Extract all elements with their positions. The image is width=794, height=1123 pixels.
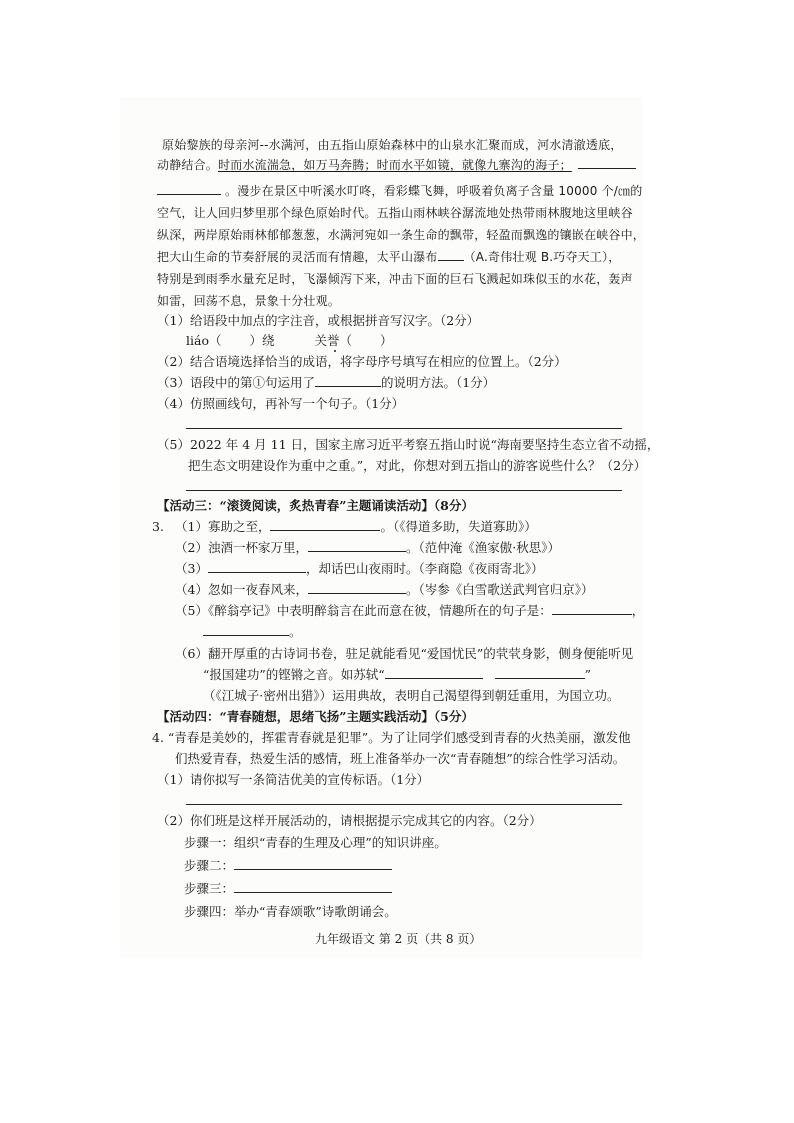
q3-sub5-text: （5）《醉翁亭记》中表明醉翁言在此而意在彼，情趣所在的句子是： xyxy=(175,603,552,618)
q2-sub1: （1）给语段中加点的字注音，或根据拼音写汉字。（2分） xyxy=(157,313,480,328)
step-one: 步骤一：组织“青春的生理及心理”的知识讲座。 xyxy=(184,835,447,850)
passage-line-3 xyxy=(157,182,642,200)
q3-sub6-line1: （6）翻开厚重的古诗词书卷，驻足就能看见“爱国忧民”的茕茕身影，侧身便能听见 xyxy=(175,646,634,661)
idiom-options: （A.奇伟壮观 B.巧夺天工）， xyxy=(463,250,621,264)
q3-sub6-quote: ” xyxy=(584,667,592,682)
q3-sub5-blank-1[interactable] xyxy=(552,602,632,615)
q3-sub1-source: 。（《得道多助，失道寡助》） xyxy=(380,519,537,534)
q3-sub6-line3: （《江城子·密州出猎》）运用典故，表明自己渴望得到朝廷重用，为国立功。 xyxy=(203,688,620,703)
q2-sub4: （4）仿照画线句，再补写一个句子。（1分） xyxy=(157,396,405,411)
passage-line-3-text: 。漫步在景区中听溪水叮咚，看彩蝶飞舞，呼吸着负离子含量 10000 个/㎝的 xyxy=(225,184,643,198)
passage-blank-2[interactable] xyxy=(157,182,221,195)
q3-number: 3. xyxy=(152,519,164,534)
passage-line-2-start: 动静结合。 xyxy=(157,158,219,172)
q3-sub3-text: ，却话巴山夜雨时。（李商隐《夜雨寄北》） xyxy=(305,561,544,576)
q2-sub1-answers xyxy=(186,332,393,350)
q3-sub5-blank-2[interactable] xyxy=(203,623,289,636)
q3-sub3-blank[interactable] xyxy=(208,560,306,573)
pinyin-liao: liáo（ xyxy=(186,333,222,348)
passage-underlined-sentence: 时而水流湍急，如万马奔腾；时而水平如镜，就像九寨沟的海子； xyxy=(218,158,572,172)
q3-sub5-period: 。 xyxy=(289,624,302,639)
method-blank[interactable] xyxy=(315,374,381,387)
q3-sub5-comma: ， xyxy=(631,603,645,618)
q2-sub3-end: 的说明方法。（1分） xyxy=(380,375,496,390)
page-footer: 九年级语文 第 2 页（共 8 页） xyxy=(315,932,482,946)
passage-line-6 xyxy=(157,248,620,266)
guan-yu: 关誉（ xyxy=(314,333,353,348)
close-paren: ） xyxy=(380,333,393,348)
q2-sub5-line2: 把生态文明建设作为重中之重。”，对此，你想对到五指山的游客说些什么？（2分） xyxy=(188,458,647,473)
q3-sub4 xyxy=(175,581,593,599)
q2-sub5-line1: （5）2022 年 4 月 11 日，国家主席习近平考察五指山时说“海南要坚持生态立省不动摇， xyxy=(157,437,660,452)
emphasis-dot xyxy=(334,350,336,352)
answer-line-sub5[interactable] xyxy=(186,490,622,491)
rao-char: ）绕 xyxy=(249,333,275,348)
q3-sub6-text: “报国建功”的铿锵之音。如苏轼“ xyxy=(203,667,385,682)
q3-sub1-text: （1）寡助之至， xyxy=(175,519,271,534)
passage-line-4: 空气，让人回归梦里那个绿色原始时代。五指山雨林峡谷潺流地处热带雨林腹地这里峡谷 xyxy=(157,206,633,220)
passage-line-1: 原始黎族的母亲河--水满河，由五指山原始森林中的山泉水汇聚而成，河水清澈透底， xyxy=(162,138,623,152)
q3-sub2-text: （2）浊酒一杯家万里， xyxy=(175,540,308,555)
q3-sub6-blank-2[interactable] xyxy=(495,666,585,679)
step-three xyxy=(184,880,392,898)
q3-sub6-line2 xyxy=(203,666,591,684)
step-three-label: 步骤三： xyxy=(184,881,235,896)
passage-blank-1[interactable] xyxy=(578,156,636,169)
step-two xyxy=(184,857,392,875)
q3-sub2-source: 。（范仲淹《渔家傲·秋思》） xyxy=(405,540,560,555)
q3-sub4-text: （4）忽如一夜春风来， xyxy=(175,582,308,597)
q3-sub1 xyxy=(175,518,537,536)
q4-sub2: （2）你们班是这样开展活动的，请根据提示完成其它的内容。（2分） xyxy=(157,813,542,828)
passage-line-6-text: 把大山生命的节奏舒展的灵活而有情趣，太平山瀑布 xyxy=(157,250,438,264)
q3-sub6-blank-1[interactable] xyxy=(385,666,483,679)
passage-line-8: 如雷，回荡不息，景象十分壮观。 xyxy=(157,294,341,308)
q3-sub4-source: 。（岑参《白雪歌送武判官归京》） xyxy=(405,582,594,597)
q3-sub1-blank[interactable] xyxy=(270,518,380,531)
step-four: 步骤四：举办“青春颂歌”诗歌朗诵会。 xyxy=(184,904,397,919)
passage-line-7: 特别是到雨季水量充足时，飞瀑倾泻下来，冲击下面的巨石飞溅起如珠似玉的水花，轰声 xyxy=(157,272,633,286)
q2-sub3 xyxy=(157,374,495,392)
q4-intro-line1: 4. “青春是美妙的，挥霍青春就是犯罪”。为了让同学们感受到青春的火热美丽，激发他 xyxy=(152,730,631,745)
step-two-label: 步骤二： xyxy=(184,858,235,873)
q2-sub2: （2）结合语境选择恰当的成语，将字母序号填写在相应的位置上。（2分） xyxy=(157,354,567,369)
step-three-blank[interactable] xyxy=(234,880,392,893)
q3-sub3-num: （3） xyxy=(175,561,208,576)
waterfall-blank[interactable] xyxy=(438,248,464,261)
q3-sub5-cont xyxy=(203,623,302,641)
q4-intro-line2: 们热爱青春，热爱生活的感情，班上准备举办一次“青春随想”的综合性学习活动。 xyxy=(175,751,626,766)
q3-sub2-blank[interactable] xyxy=(308,539,406,552)
activity3-title: 【活动三：“滚烫阅读，炙热青春”主题诵读活动】（8分） xyxy=(157,498,474,513)
q3-sub4-blank[interactable] xyxy=(308,581,406,594)
q3-sub3 xyxy=(175,560,543,578)
activity4-title: 【活动四：“青春随想，思绪飞扬”主题实践活动】（5分） xyxy=(157,709,474,724)
q2-sub3-start: （3）语段中的第①句运用了 xyxy=(157,375,315,390)
q3-sub5 xyxy=(175,602,644,620)
passage-line-2 xyxy=(157,156,636,174)
slogan-answer-line[interactable] xyxy=(186,804,622,805)
q3-sub2 xyxy=(175,539,560,557)
passage-line-5: 纵深，两岸原始雨林郁郁葱葱，水满河宛如一条生命的飘带，轻盈而飘逸的镶嵌在峡谷中， xyxy=(157,228,646,242)
answer-line-sub4[interactable] xyxy=(186,428,622,429)
step-two-blank[interactable] xyxy=(234,857,392,870)
q4-sub1: （1）请你拟写一条简洁优美的宣传标语。（1分） xyxy=(157,772,430,787)
